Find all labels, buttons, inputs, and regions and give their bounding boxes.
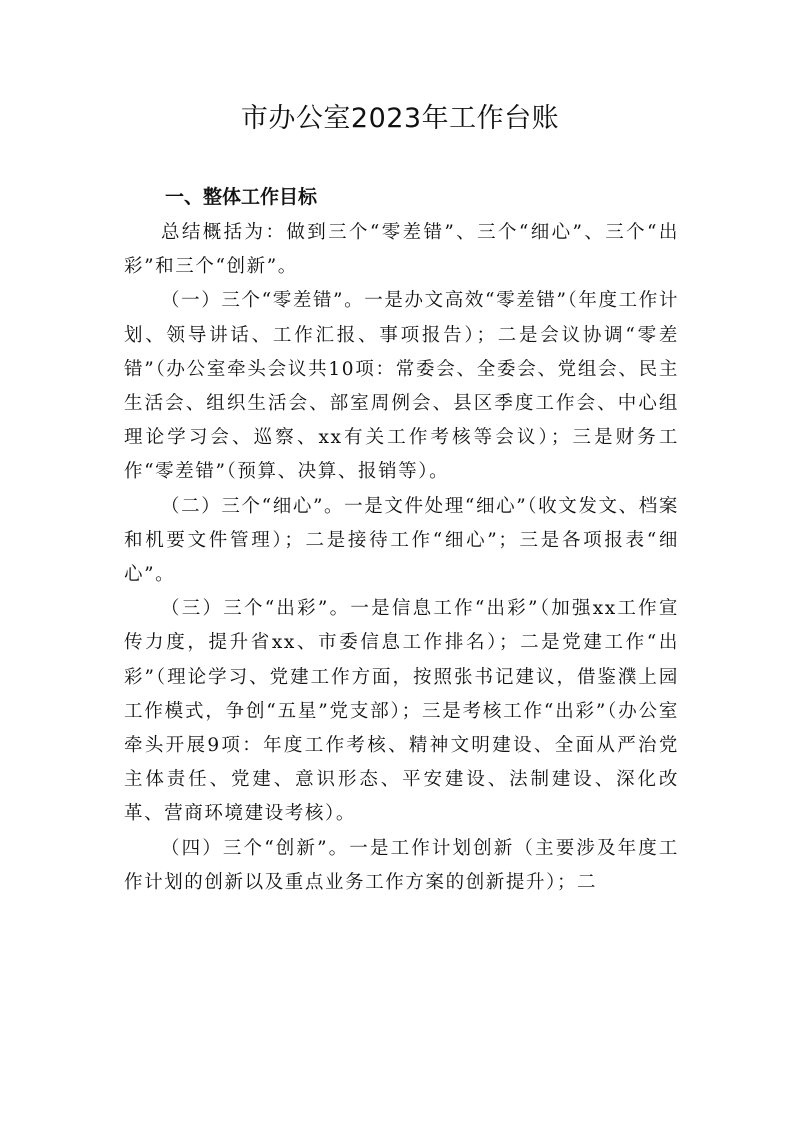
paragraph-summary: 总结概括为：做到三个“零差错”、三个“细心”、三个“出彩”和三个“创新”。: [124, 222, 679, 278]
paragraph-zero-errors: （一）三个“零差错”。一是办文高效“零差错”（年度工作计划、领导讲话、工作汇报、事项报告）；二是会议协调“零差错”（办公室牵头会议共10项：常委会、全委会、党组会、民主生活会、组织生活会、部室周例会、县区季度工作会、中心组理论学习会、巡察、xx有关工作考核等会议）；三是财务工作“零差错”（预算、决算、报销等）。: [124, 290, 679, 483]
document-body: [124, 216, 679, 900]
section-heading: 一、整体工作目标: [165, 186, 318, 208]
paragraph-careful: （二）三个“细心”。一是文件处理“细心”（收文发文、档案和机要文件管理）；二是接待工作“细心”；三是各项报表“细心”。: [124, 495, 679, 586]
paragraph-innovation: （四）三个“创新”。一是工作计划创新（主要涉及年度工作计划的创新以及重点业务工作方案的创新提升）；二: [124, 837, 679, 893]
paragraph-outstanding: （三）三个“出彩”。一是信息工作“出彩”（加强xx工作宣传力度，提升省xx、市委信息工作排名）；二是党建工作“出彩”（理论学习、党建工作方面，按照张书记建议，借鉴濮上园工作模式，争创“五星”党支部）；三是考核工作“出彩”（办公室牵头开展9项：年度工作考核、精神文明建设、全面从严治党主体责任、党建、意识形态、平安建设、法制建设、深化改革、营商环境建设考核）。: [124, 598, 679, 825]
document-title: 市办公室2023年工作台账: [240, 103, 560, 134]
